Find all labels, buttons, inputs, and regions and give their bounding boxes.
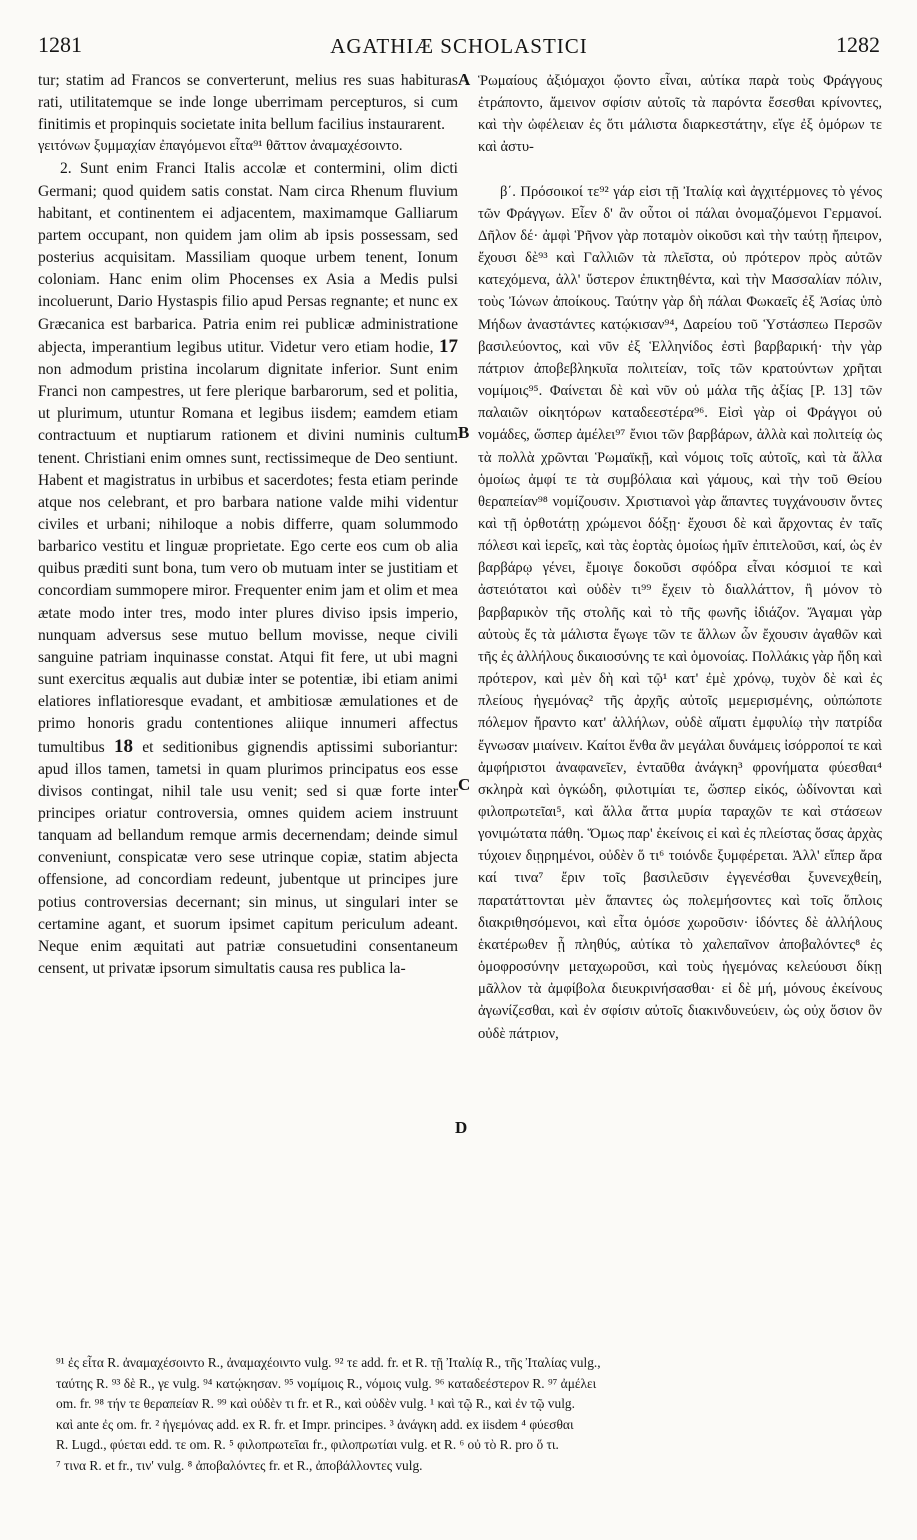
section-number-18: 18 [113, 735, 133, 757]
section-number-17: 17 [439, 335, 458, 357]
greek-column [478, 70, 882, 1045]
latin-paragraph-2 [38, 158, 458, 980]
greek-spanning-line: γειτόνων ξυμμαχίαν ἐπαγόμενοι εἶτα⁹¹ θᾶττον ἀναμαχέσοιντο. [38, 138, 403, 154]
latin-column [38, 70, 458, 980]
margin-marker-b: B [458, 423, 470, 442]
page-number-left: 1281 [38, 32, 82, 57]
footnote-line: ⁹¹ ἐς εἶτα R. ἀναμαχέσοιντο R., ἀναμαχέοιντο vulg. ⁹² τε add. fr. et R. τῇ Ἰταλίᾳ R., τῆς Ἰταλίας vulg., [56, 1355, 601, 1370]
latin-text: 2. Sunt enim Franci Italis accolæ et contermini, olim dicti Germani; quod quidem satis constat. Nam circa Rhenum fluvium habitant, et continentem ei adjacentem, maximamque Galliarum partem occupant, non quidem jam olim ab ipsis possessam, sed posterius acquisitam. Massiliam quoque urbem tenent, Ionum coloniam. Hanc enim olim Phocenses ex Asia a Medis pulsi incoluerunt, Dario Hystaspis filio apud Persas regnante; et nunc ex Græcanica est barbarica. Patria enim rei publicæ administratione abjecta, imperantium legibus utitur. Videtur vero etiam hodie, [38, 160, 458, 356]
page-number-right: 1282 [836, 32, 880, 57]
margin-marker-a: A [458, 70, 471, 89]
footnote-line: om. fr. ⁹⁸ τήν τε θεραπείαν R. ⁹⁹ καὶ οὐδὲν τι fr. et R., καὶ οὐδὲν vulg. ¹ καὶ τῷ R., καὶ ἐν τῷ vulg. [56, 1396, 575, 1411]
greek-paragraph-2: β΄. Πρόσοικοί τε⁹² γάρ εἰσι τῇ Ἰταλίᾳ καὶ ἀγχιτέρμονες τὸ γένος τῶν Φράγγων. Εἶεν δ' ἂν οὗτοι οἱ πάλαι ὀνομαζόμενοι Γερμανοί. Δῆλον δέ· ἀμφὶ Ῥῆνον γὰρ ποταμὸν οἰκοῦσι καὶ τὴν ταύτῃ ἤπειρον, ἔχουσι δὲ⁹³ καὶ Γαλλιῶν τὰ πλεῖστα, οὐ πρότερον πρὸς αὐτῶν κατεχόμενα, ἀλλ' ὕστερον ἐπικτηθέντα, καὶ τὴν Μασσαλίαν πόλιν, τοὺς Ἰώνων ἀποίκους. Ταύτην γὰρ δὴ πάλαι Φωκαεῖς ἐξ Ἀσίας ὑπὸ Μήδων ἀναστάντες κατῴκισαν⁹⁴, Δαρείου τοῦ Ὑστάσπεω Περσῶν βασιλεύοντος, καὶ νῦν ἐξ Ἑλληνίδος ἐστὶ βαρβαρική· τὴν γὰρ πάτριον ἀποβεβληκυῖα πολιτείαν, τοῖς τῶν κρατούντων χρῆται νομίμοις⁹⁵. Φαίνεται δὲ καὶ νῦν οὐ μάλα τῆς ἀξίας [P. 13] τῶν παλαιῶν οἰκητόρων καταδεεστέρα⁹⁶. Εἰσὶ γὰρ οἱ Φράγγοι οὐ νομάδες, ὥσπερ ἀμέλει⁹⁷ ἔνιοι τῶν βαρβάρων, ἀλλὰ καὶ πολιτείᾳ ὡς τὰ πολλὰ χρῶνται Ῥωμαϊκῇ, καὶ νόμοις τοῖς αὐτοῖς, καὶ τὰ ἄλλα ὁμοίως ἀμφί τε τὰ συμβόλαια καὶ γάμους, καὶ τὴν τοῦ Θείου θεραπείαν⁹⁸ νομίζουσιν. Χριστιανοὶ γὰρ ἅπαντες τυγχάνουσιν ὄντες καὶ τῇ ὀρθοτάτῃ χρώμενοι δόξῃ· ἔχουσι δὲ καὶ ἄρχοντας ἐν ταῖς πόλεσι καὶ ἱερεῖς, καὶ τὰς ἑορτὰς ὁμοίως ἡμῖν ἐπιτελοῦσι, καί, ὡς ἐν βαρβάρῳ γένει, ἔμοιγε δοκοῦσι σφόδρα εἶναι κόσμιοί τε καὶ ἀστειότατοι καὶ οὐδὲν τι⁹⁹ ἔχειν τὸ διαλλάττον, ἢ μόνον τὸ βαρβαρικὸν τῆς στολῆς καὶ τὸ τῆς φωνῆς ἰδιάζον. Ἄγαμαι γὰρ αὐτοὺς ἔς τὰ μάλιστα ἔγωγε τῶν τε ἄλλων ὧν ἔχουσιν ἀγαθῶν καὶ τῆς ἐς ἀλλήλους δικαιοσύνης τε καὶ ὁμονοίας. Πολλάκις γὰρ ἤδη καὶ πρότερον, καὶ μὲν δὴ καὶ τῷ¹ κατ' ἐμὲ χρόνῳ, τυχὸν δὲ καὶ ἐς πλείους ἡγεμόνας² τῆς ἀρχῆς αὐτοῖς μεμερισμένης, οὐπώποτε πόλεμον ἤραντο κατ' ἀλλήλων, οὐδὲ αἵματι ἐμφυλίῳ τὴν πατρίδα ἔγνωσαν μιαίνειν. Καίτοι ἔνθα ἂν μεγάλαι δυνάμεις ἰσόρροποί τε καὶ ἀμφήριστοι ἀναφανεῖεν, ἐνταῦθα ἀνάγκη³ φρονήματα φύεσθαι⁴ σκληρὰ καὶ ὀγκώδη, φιλοτιμίαι τε, ὥσπερ εἰκός, ὠδίνονται καὶ φιλοπρωτεῖαι⁵, καὶ ἄλλα ἄττα μυρία ταραχῶν τε καὶ στάσεων γονιμώτατα πάθη. Ὅμως παρ' ἐκείνοις εἰ καὶ ἐς πλείστας ὅσας ἀρχὰς τύχοιεν διῃρημένοι, οὐδὲν ὅ τι⁶ τοιόνδε ξυμφέρεται. Ἀλλ' εἴπερ ἄρα καί τινα⁷ ἔριν τοῖς βασιλεῦσιν ἐγγενέσθαι ξυνενεχθείη, παρατάττονται μὲν ἅπαντες ὡς πολεμήσοντες καὶ τοῖς ὅπλοις διακριθησόμενοι, καὶ εἶτα ὁμόσε χωροῦσιν· ἰδόντες δὲ ἀλλήλους ἑκατέρωθεν ᾖ πληθύς, αὐτίκα τὸ χαλεπαῖνον ἀποβαλόντες⁸ ἐς ὁμοφροσύνην μεταχωροῦσι, καὶ τοὺς ἡγεμόνας κελεύουσι δίκῃ μᾶλλον τὰ ἀμφίβολα διευκρινήσασθαι· εἰ δὲ μή, μόνους ἐκείνους ἀγωνίζεσθαι, καὶ ἐν σφίσιν αὐτοῖς διακινδυνεύειν, ὡς οὐχ ὅσιον ὂν οὐδὲ πάτριον, [478, 183, 882, 1042]
span-line-spacer [478, 159, 882, 181]
footnotes [56, 1353, 882, 1476]
running-title: AGATHIÆ SCHOLASTICI [330, 34, 588, 58]
footnote-line: R. Lugd., φύεται edd. τε om. R. ⁵ φιλοπρωτεῖαι fr., φιλοπρωτίαι vulg. et R. ⁶ οὐ τὸ R. pro ὅ τι. [56, 1437, 559, 1452]
latin-paragraph-1: tur; statim ad Francos se converterunt, melius res suas habituras rati, utilitatemque se inde longe uberrimam percepturos, si cum finitimis et propinquis societate inita bellum facilius instaurarent. [38, 72, 458, 134]
page-header [38, 32, 880, 62]
margin-marker-c: C [458, 775, 471, 794]
margin-marker-d: D [455, 1118, 468, 1137]
footnote-line: καὶ ante ἐς om. fr. ² ἡγεμόνας add. ex R. fr. et Impr. principes. ³ ἀνάγκη add. ex iisdem ⁴ φύεσθαι [56, 1416, 574, 1432]
greek-paragraph-1: Ῥωμαίους ἀξιόμαχοι ᾤοντο εἶναι, αὐτίκα παρὰ τοὺς Φράγγους ἐτράποντο, ἄμεινον σφίσιν αὐτοῖς τὰ παρόντα ἔσεσθαι κρίνοντες, καὶ τὴν ὠφέλειαν ἐς ὅτι μάλιστα διαρκεστάτην, εἴγε ἐξ ὁμόρων τε καὶ ἀστυ- [478, 73, 882, 156]
latin-text: et seditionibus gignendis aptissimi suboriantur: apud illos tamen, tametsi in quam plurimos principatus eos esse divisos contingat, nihil tale usu venit; sed si quæ forte inter principes oriatur controversia, omnes quidem aciem instruunt tanquam ad bellandum remque armis decernendam; deinde simul conveniunt, conspicatæ vero sese utrinque copiæ, statim abjecta offensione, ad concordiam redeunt, jubentque ut principes jure potius controversias decernant; sin minus, ut singulari inter se certamine agant, et suorum ipsimet capitum periculum adeant. Neque enim æquitati aut patriæ consuetudini consentaneum censent, ut privatæ ipsorum simultatis causa res publica la- [38, 738, 459, 978]
latin-text: non admodum pristina incolarum dignitate inferior. Sunt enim Franci non campestres, ut fere plerique barbarorum, sed et politia, ut plurimum, utuntur Romana et legibus iisdem; eamdem etiam contractuum et nuptiarum rationem et divini numinis cultum tenent. Christiani enim omnes sunt, rectissimeque de Deo sentiunt. Habent et magistratus in urbibus et sacerdotes; festa etiam perinde atque nos celebrant, et pro barbara natione valde mihi videntur civiles et urbani; nihiloque a nobis differre, quam solummodo barbarico vestitu et linguæ proprietate. Ego certe eos cum ob alia quibus præditi sunt bona, tum vero ob mutuam inter se justitiam et concordiam summopere miror. Frequenter enim jam et olim et mea ætate modo inter tres, modo inter plures diviso ipsis imperio, nunquam adversus sese mutuo bellum movisse, neque civili sanguine patriam inquinasse constat. Atqui fit fere, ut ubi magni sunt exercitus æqualis aut dubiæ inter se potentiæ, ibi etiam animi elatiores inflatioresque evadant, et ambitiosæ æmulationes et de primo honoris gradu contentiones aliique innumeri affectus tumultibus [38, 360, 458, 756]
footnote-line: ταύτης R. ⁹³ δὲ R., γε vulg. ⁹⁴ κατῴκησαν. ⁹⁵ νομίμοις R., νόμοις vulg. ⁹⁶ καταδεέστερον R. ⁹⁷ ἀμέλει [56, 1375, 597, 1391]
footnote-line: ⁷ τινα R. et fr., τιν' vulg. ⁸ ἀποβαλόντες fr. et R., ἀποβάλλοντες vulg. [56, 1457, 423, 1473]
